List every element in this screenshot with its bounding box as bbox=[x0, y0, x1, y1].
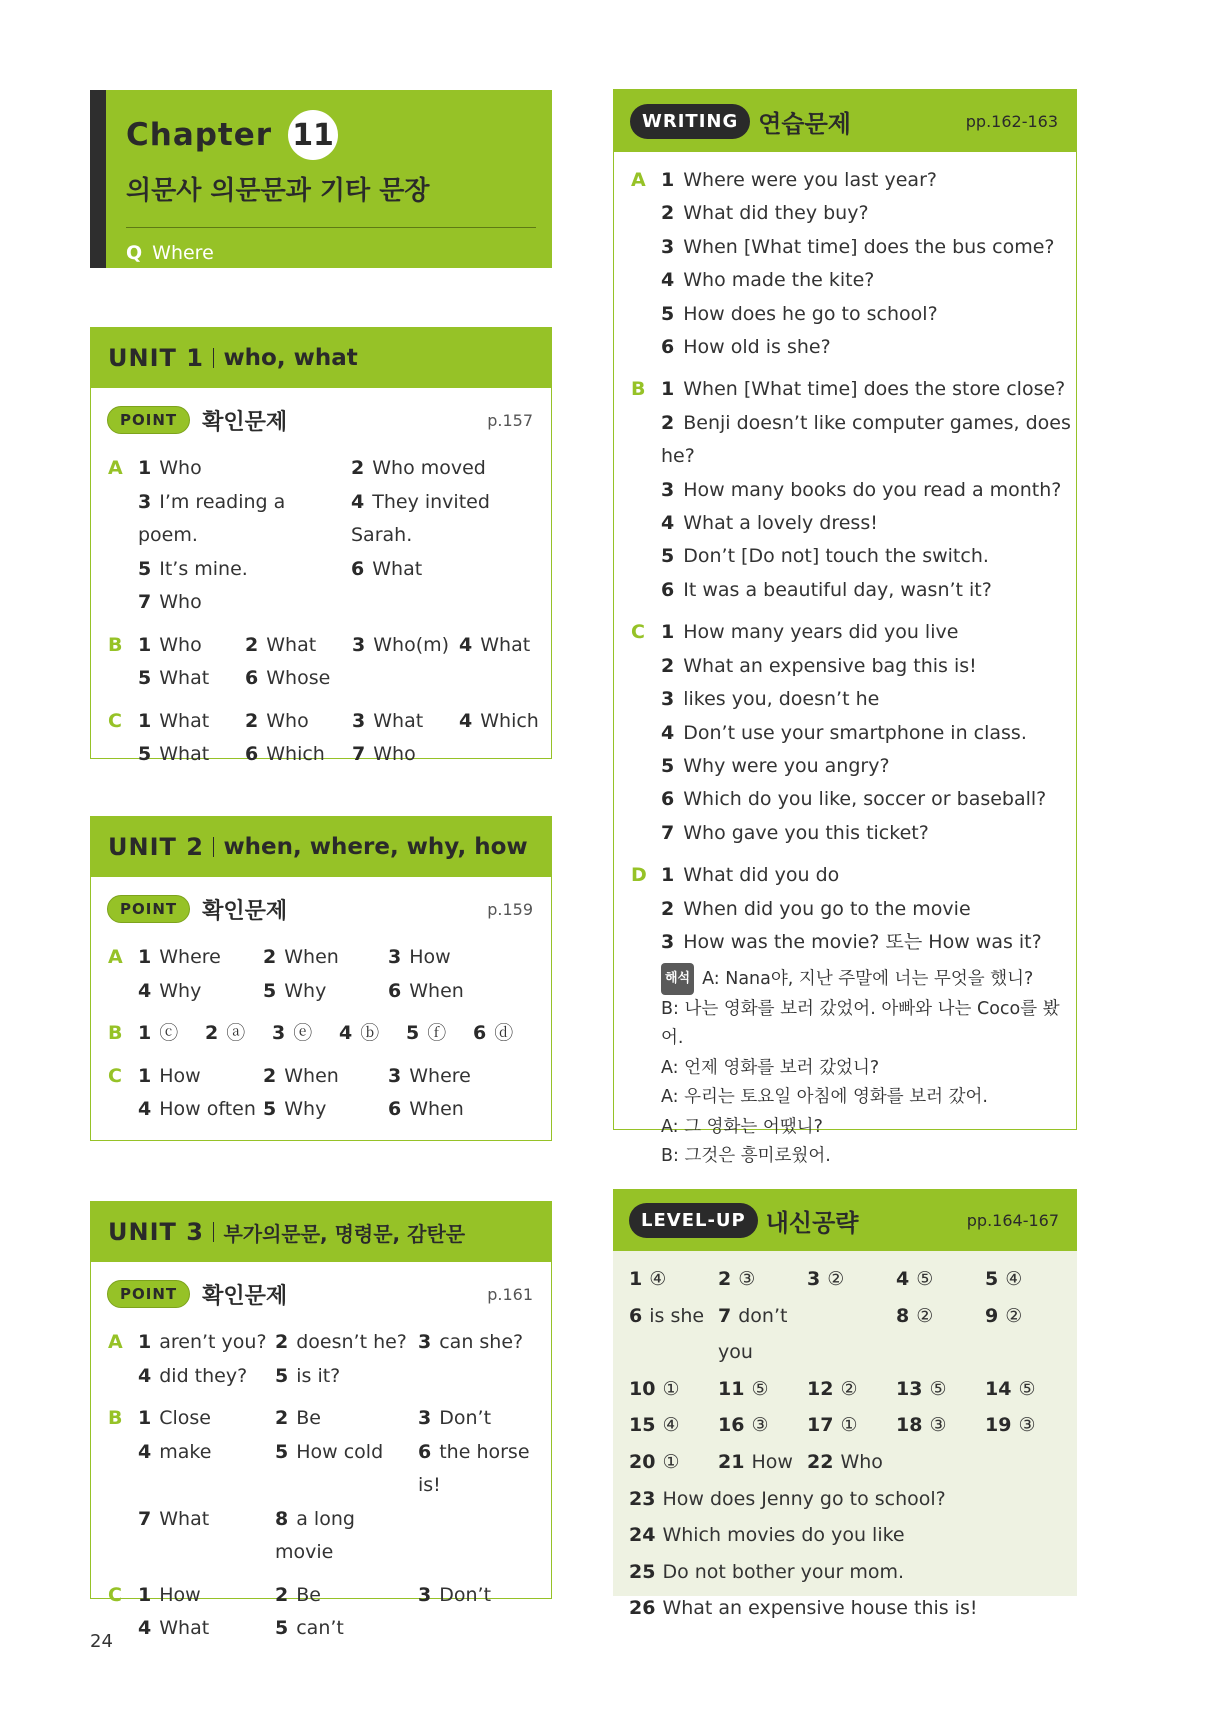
answer-item: 2 Be bbox=[275, 1407, 321, 1429]
section-d: D 1 What did you do 2 When did you go to the movie 3 How was the movie? 또는 How was it? bbox=[614, 859, 1076, 959]
answer-item: 5 Why bbox=[263, 1098, 327, 1120]
answer-item: 24 Which movies do you like bbox=[629, 1524, 905, 1547]
section-c: C 1 How many years did you live 2 What an expensive bag this is! 3 likes you, doesn’t he 4 Don’t use your smartphone in class. 5 Why were you angry? 6 Which do you like, soccer or baseball? 7 Who gave you this ticket? bbox=[614, 616, 1076, 850]
unit-topic: who, what bbox=[223, 345, 358, 371]
answer-item bbox=[351, 586, 551, 620]
unit-label: UNIT 1 bbox=[108, 344, 204, 372]
answer-item: 2 What bbox=[245, 633, 317, 656]
answer-item: 4 Who made the kite? bbox=[661, 269, 875, 292]
answer-item: 3 Who(m) bbox=[352, 633, 450, 656]
answer-item: 3 can she? bbox=[418, 1331, 524, 1353]
answer-item: 6 Which bbox=[245, 743, 325, 765]
answer-item: 5 What bbox=[138, 667, 210, 689]
levelup-box bbox=[613, 1189, 1077, 1620]
writing-box bbox=[613, 89, 1077, 1167]
answer-item: 14 ⑤ bbox=[985, 1377, 1036, 1400]
answer-item: 2 doesn’t he? bbox=[275, 1331, 407, 1353]
point-title: 확인문제 bbox=[202, 898, 288, 924]
unit-topic: when, where, why, how bbox=[223, 834, 528, 860]
section-c: C 1 What 2 Who 3 What 4 Which 5 What 6 Which 7 Who bbox=[91, 705, 551, 772]
answer-item: 3 likes you, doesn’t he bbox=[661, 688, 880, 711]
answer-item: 6 the horse is! bbox=[418, 1440, 530, 1496]
divider bbox=[126, 227, 536, 228]
answer-item: 6 is she bbox=[629, 1304, 705, 1327]
answer-item: 5 can’t bbox=[275, 1617, 344, 1639]
answer-item: 1 When [What time] does the store close? bbox=[661, 378, 1066, 401]
section-a: A 1 aren’t you? 2 doesn’t he? 3 can she? 4 did they? 5 is it? bbox=[91, 1326, 551, 1393]
answer-item: 1 Where were you last year? bbox=[661, 169, 937, 191]
answer-item: 2 What did they buy? bbox=[661, 202, 869, 225]
answer-item: 4 did they? bbox=[138, 1364, 248, 1387]
writing-badge: WRITING bbox=[630, 104, 750, 139]
answer-item: 3 Don’t bbox=[418, 1407, 492, 1429]
answer-item: 1 aren’t you? bbox=[138, 1331, 267, 1353]
unit-1-header bbox=[91, 328, 551, 388]
unit-label: UNIT 3 bbox=[108, 1218, 204, 1246]
answer-item: 8 a long movie bbox=[275, 1507, 355, 1563]
chapter-question: Q Where bbox=[126, 242, 214, 264]
answer-item: 9 ② bbox=[985, 1304, 1023, 1327]
point-badge: POINT bbox=[107, 1280, 190, 1308]
answer-item: 5 It’s mine. bbox=[138, 557, 248, 580]
answer-item: 5 Why bbox=[263, 979, 327, 1002]
section-b: B 1 Close 2 Be 3 Don’t 4 make 5 How cold 6 the horse is! 7 What 8 a long movie bbox=[91, 1402, 551, 1570]
answer-item: 18 ③ bbox=[896, 1414, 947, 1437]
section-c: C 1 How 2 When 3 Where 4 How often 5 Why 6 When bbox=[91, 1060, 551, 1127]
page-ref: p.157 bbox=[487, 410, 533, 430]
answer-item: 15 ④ bbox=[629, 1414, 680, 1437]
answer-item: 2 ⓐ bbox=[205, 1022, 246, 1044]
answer-item bbox=[418, 1360, 548, 1394]
levelup-header bbox=[613, 1189, 1077, 1251]
answer-item: 6 Which do you like, soccer or baseball? bbox=[661, 788, 1047, 811]
answer-item: 4 Which bbox=[459, 709, 539, 732]
answer-item: 1 Who bbox=[138, 633, 202, 656]
section-a: A 1 Who 2 Who moved 3 I’m reading a poem. 4 They invited Sarah. 5 It’s mine. 6 What 7 Who bbox=[91, 452, 551, 620]
answer-item: 3 ⓔ bbox=[272, 1022, 313, 1044]
answer-item: 5 is it? bbox=[275, 1364, 341, 1387]
answer-item: 1 How bbox=[138, 1064, 201, 1087]
answer-item: 1 What did you do bbox=[661, 864, 840, 887]
answer-item: 19 ③ bbox=[985, 1414, 1036, 1437]
answer-item: 16 ③ bbox=[718, 1414, 769, 1437]
answer-item: 26 What an expensive house this is! bbox=[629, 1597, 978, 1620]
answer-item: 7 Who gave you this ticket? bbox=[661, 821, 929, 844]
section-b: B 1 ⓒ 2 ⓐ 3 ⓔ 4 ⓑ 5 ⓕ 6 ⓓ bbox=[91, 1017, 551, 1051]
answer-item: 1 ⓒ bbox=[138, 1022, 179, 1044]
section-b: B 1 When [What time] does the store close? 2 Benji doesn’t like computer games, does he? 3 How many books do you read a month? 4 What a lovely dress! 5 Don’t [Do not] touch the switch. 6 It was a beautiful day, wasn’t it? bbox=[614, 373, 1076, 607]
answer-item: 25 Do not bother your mom. bbox=[629, 1560, 905, 1583]
answer-item: 5 What bbox=[138, 743, 210, 765]
answer-item: 4 Don’t use your smartphone in class. bbox=[661, 721, 1027, 744]
answer-item: 6 ⓓ bbox=[473, 1022, 514, 1044]
answer-item bbox=[418, 1503, 548, 1570]
answer-item: 1 How many years did you live bbox=[661, 621, 959, 644]
answer-item: 1 Who bbox=[138, 457, 202, 479]
answer-item: 3 How was the movie? 또는 How was it? bbox=[661, 930, 1042, 953]
answer-item: 5 Don’t [Do not] touch the switch. bbox=[661, 545, 989, 568]
answer-item: 4 make bbox=[138, 1440, 212, 1463]
translation-line: 해석 A: Nana야, 지난 주말에 너는 무엇을 했니? bbox=[661, 963, 1076, 995]
translation bbox=[614, 963, 1076, 1172]
answer-item: 22 Who bbox=[807, 1450, 883, 1473]
answer-item: 5 How cold bbox=[275, 1440, 384, 1463]
answer-item: 4 What bbox=[138, 1617, 210, 1639]
answer-item: 2 Be bbox=[275, 1583, 321, 1606]
answer-item: 5 ⓕ bbox=[406, 1022, 447, 1044]
answer-item: 4 How often bbox=[138, 1098, 256, 1120]
unit-2-header bbox=[91, 817, 551, 877]
unit-3-header bbox=[91, 1202, 551, 1262]
answer-item bbox=[352, 662, 459, 696]
chapter-subtitle: 의문사 의문문과 기타 문장 bbox=[126, 176, 430, 206]
chapter-number: 11 bbox=[288, 110, 338, 160]
answer-item: 3 Where bbox=[388, 1064, 471, 1087]
answer-item: 3 How bbox=[388, 946, 451, 968]
section-c: C 1 How 2 Be 3 Don’t 4 What 5 can’t bbox=[91, 1579, 551, 1646]
answer-item: 1 What bbox=[138, 709, 210, 732]
answer-item: 4 What bbox=[459, 633, 531, 656]
answer-item: 6 When bbox=[388, 979, 464, 1002]
answer-item: 23 How does Jenny go to school? bbox=[629, 1487, 946, 1510]
page-ref: pp.162-163 bbox=[965, 111, 1058, 131]
answer-item: 5 ④ bbox=[985, 1268, 1023, 1290]
answer-item: 11 ⑤ bbox=[718, 1377, 769, 1400]
point-badge: POINT bbox=[107, 895, 190, 923]
answer-item bbox=[459, 662, 559, 696]
section-a: A 1 Where were you last year? 2 What did they buy? 3 When [What time] does the bus come? 4 Who made the kite? 5 How does he go to school? 6 How old is she? bbox=[614, 164, 1076, 364]
answer-item: 3 I’m reading a poem. bbox=[138, 490, 286, 546]
answer-item: 4 What a lovely dress! bbox=[661, 512, 878, 535]
page-ref: p.161 bbox=[487, 1284, 533, 1304]
answer-item: 8 ② bbox=[896, 1304, 934, 1327]
unit-2-box bbox=[90, 816, 552, 1141]
point-badge: POINT bbox=[107, 406, 190, 434]
answer-item bbox=[985, 1444, 1074, 1481]
answer-item: 4 Why bbox=[138, 979, 202, 1002]
answer-item: 17 ① bbox=[807, 1414, 858, 1437]
page-number: 24 bbox=[90, 1631, 113, 1652]
answer-item: 2 Who bbox=[245, 709, 309, 732]
translation-line: B: 나는 영화를 보러 갔었어. 아빠와 나는 Coco를 봤어. bbox=[661, 998, 1060, 1049]
answer-item: 6 How old is she? bbox=[661, 336, 831, 359]
section-b: B 1 Who 2 What 3 Who(m) 4 What 5 What 6 Whose bbox=[91, 629, 551, 696]
answer-item: 6 It was a beautiful day, wasn’t it? bbox=[661, 578, 992, 601]
answer-item: 7 What bbox=[138, 1507, 210, 1530]
answer-item: 6 What bbox=[351, 557, 423, 580]
answer-item: 3 When [What time] does the bus come? bbox=[661, 235, 1055, 258]
answer-item: 13 ⑤ bbox=[896, 1377, 947, 1400]
answer-item: 6 When bbox=[388, 1098, 464, 1120]
translation-line: A: 언제 영화를 보러 갔었니? bbox=[661, 1057, 880, 1078]
answer-item: 4 They invited Sarah. bbox=[351, 490, 490, 546]
answer-item: 3 Don’t bbox=[418, 1583, 492, 1606]
answer-item: 4 ⓑ bbox=[339, 1022, 380, 1044]
answer-item bbox=[418, 1612, 548, 1646]
answer-item: 1 ④ bbox=[629, 1268, 667, 1290]
answer-item: 1 How bbox=[138, 1583, 201, 1606]
answer-item: 10 ① bbox=[629, 1377, 680, 1400]
answer-item bbox=[896, 1444, 985, 1481]
answer-item: 2 When bbox=[263, 946, 339, 968]
answer-item: 7 Who bbox=[352, 743, 416, 765]
answer-item: 2 What an expensive bag this is! bbox=[661, 654, 977, 677]
answer-item: 2 ③ bbox=[718, 1268, 756, 1290]
unit-topic: 부가의문문, 명령문, 감탄문 bbox=[223, 1221, 466, 1246]
writing-title: 연습문제 bbox=[758, 109, 851, 138]
unit-1-box bbox=[90, 327, 552, 765]
point-title: 확인문제 bbox=[202, 1283, 288, 1309]
answer-item: 3 ② bbox=[807, 1268, 845, 1290]
translation-line: A: 우리는 토요일 아침에 영화를 보러 갔어. bbox=[661, 1087, 988, 1108]
answer-item: 12 ② bbox=[807, 1377, 858, 1400]
translation-line: B: 그것은 흥미로웠어. bbox=[661, 1146, 831, 1167]
translation-tag: 해석 bbox=[661, 963, 694, 995]
answer-item: 5 How does he go to school? bbox=[661, 302, 938, 325]
page-ref: pp.164-167 bbox=[966, 1210, 1059, 1230]
chapter-header bbox=[90, 90, 552, 268]
levelup-title: 내신공략 bbox=[765, 1208, 859, 1237]
answer-item: 21 How bbox=[718, 1450, 793, 1473]
unit-3-box bbox=[90, 1201, 552, 1639]
answer-item: 2 Who moved bbox=[351, 457, 486, 479]
answer-item: 1 Where bbox=[138, 946, 221, 968]
answer-item: 6 Whose bbox=[245, 667, 331, 689]
answer-item: 2 When did you go to the movie bbox=[661, 897, 971, 920]
answer-item: 2 Benji doesn’t like computer games, does he? bbox=[661, 411, 1071, 468]
chapter-word: Chapter bbox=[126, 117, 273, 153]
translation-line: A: 그 영화는 어땠니? bbox=[661, 1116, 823, 1137]
writing-header bbox=[614, 90, 1076, 152]
unit-label: UNIT 2 bbox=[108, 833, 204, 861]
answer-item bbox=[807, 1298, 896, 1371]
answer-item: 20 ① bbox=[629, 1450, 680, 1473]
answer-item bbox=[459, 738, 559, 772]
answer-item: 4 ⑤ bbox=[896, 1268, 934, 1290]
answer-item: 7 don’t you bbox=[718, 1304, 788, 1364]
answer-item: 3 What bbox=[352, 709, 424, 732]
levelup-badge: LEVEL-UP bbox=[629, 1203, 758, 1238]
answer-item: 7 Who bbox=[138, 591, 202, 613]
answer-item: 5 Why were you angry? bbox=[661, 754, 890, 777]
point-title: 확인문제 bbox=[202, 409, 288, 435]
section-a: A 1 Where 2 When 3 How 4 Why 5 Why 6 When bbox=[91, 941, 551, 1008]
answer-item: 1 Close bbox=[138, 1407, 211, 1429]
answer-item: 2 When bbox=[263, 1064, 339, 1087]
answer-item: 3 How many books do you read a month? bbox=[661, 478, 1062, 501]
page-ref: p.159 bbox=[487, 899, 533, 919]
